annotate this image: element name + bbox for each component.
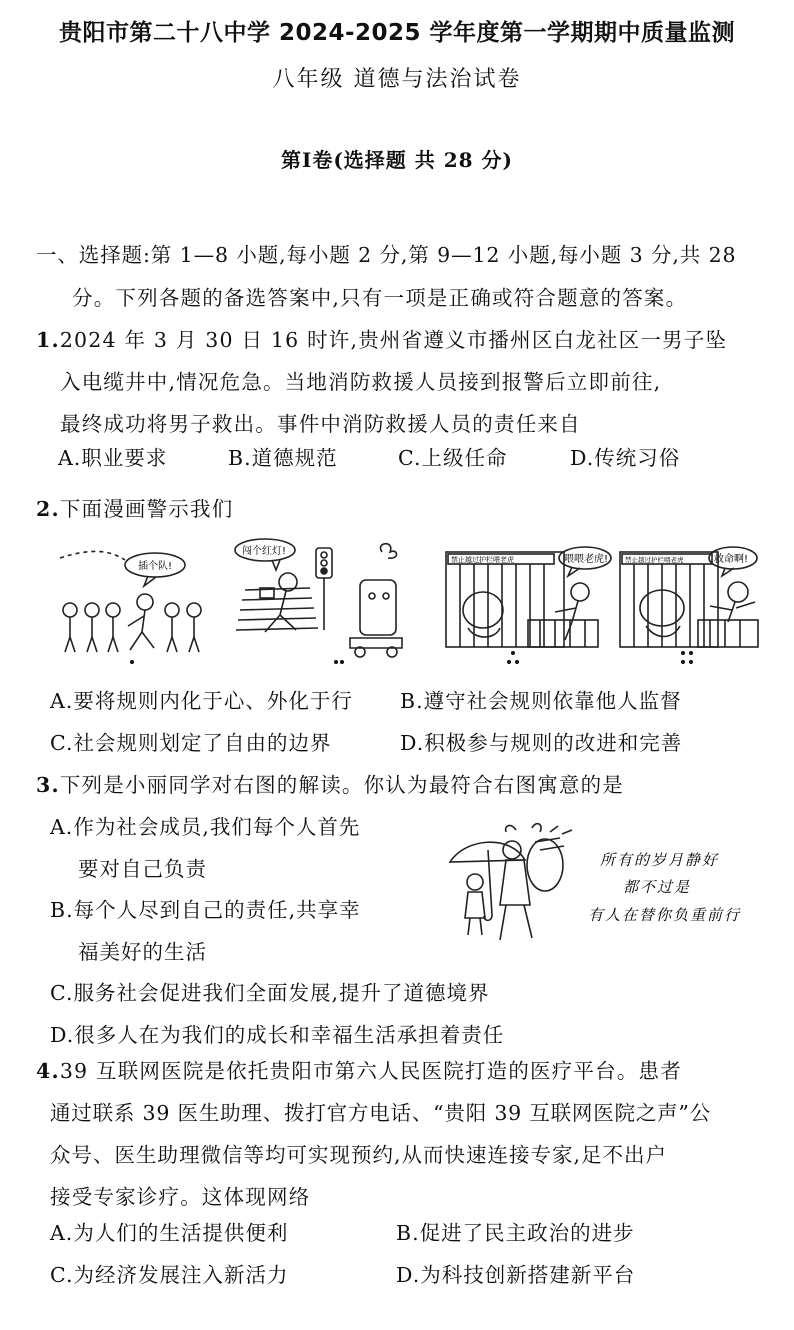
question-4-line-1: 39 互联网医院是依托贵阳市第六人民医院打造的医疗平台。患者 — [59, 1059, 682, 1083]
q4-option-b[interactable]: B.促进了民主政治的进步 — [396, 1221, 635, 1245]
q2-option-b[interactable]: B.遵守社会规则依靠他人监督 — [400, 689, 682, 713]
question-1 — [36, 323, 727, 353]
q1-option-a[interactable]: A.职业要求 — [58, 446, 168, 470]
q3-option-c[interactable]: C.服务社会促进我们全面发展,提升了道德境界 — [50, 981, 490, 1005]
question-number: 3. — [36, 773, 60, 797]
q1-option-c[interactable]: C.上级任命 — [398, 446, 508, 470]
question-4-line-3: 众号、医生助理微信等均可实现预约,从而快速连接专家,足不出户 — [50, 1143, 668, 1167]
q3-option-b[interactable]: B.每个人尽到自己的责任,共享幸 — [50, 898, 361, 922]
q3-illustration — [440, 820, 780, 955]
q2-option-a[interactable]: A.要将规则内化于心、外化于行 — [50, 689, 353, 713]
q3-option-a[interactable]: A.作为社会成员,我们每个人首先 — [50, 815, 361, 839]
question-4-line-2: 通过联系 39 医生助理、拨打官方电话、“贵阳 39 互联网医院之声”公 — [50, 1101, 711, 1125]
question-2-stem: 下面漫画警示我们 — [59, 497, 234, 521]
exam-subtitle: 八年级 道德与法治试卷 — [272, 67, 522, 92]
q2-option-d[interactable]: D.积极参与规则的改进和完善 — [400, 731, 683, 755]
panel-3-sign: 禁止越过护栏喂老虎 — [451, 556, 514, 564]
question-1-line-1: 2024 年 3 月 30 日 16 时许,贵州省遵义市播州区白龙社区一男子坠 — [59, 328, 728, 352]
q3-image-line-3: 有人在替你负重前行 — [588, 906, 742, 924]
section-heading: 第Ⅰ卷(选择题 共 28 分) — [280, 148, 513, 172]
question-number: 1. — [36, 328, 60, 352]
q3-image-line-1: 所有的岁月静好 — [600, 851, 720, 869]
question-3 — [36, 768, 624, 798]
q4-option-c[interactable]: C.为经济发展注入新活力 — [50, 1263, 289, 1287]
q4-option-d[interactable]: D.为科技创新搭建新平台 — [396, 1263, 636, 1287]
q1-option-d[interactable]: D.传统习俗 — [570, 446, 681, 470]
instructions-line-2: 分。下列各题的备选答案中,只有一项是正确或符合题意的答案。 — [72, 286, 688, 310]
q1-option-b[interactable]: B.道德规范 — [228, 446, 338, 470]
q4-option-a[interactable]: A.为人们的生活提供便利 — [50, 1221, 289, 1245]
question-1-line-3: 最终成功将男子救出。事件中消防救援人员的责任来自 — [60, 412, 581, 436]
q2-option-c[interactable]: C.社会规则划定了自由的边界 — [50, 731, 332, 755]
q3-option-a-cont: 要对自己负责 — [78, 857, 207, 881]
question-4-line-4: 接受专家诊疗。这体现网络 — [50, 1185, 311, 1209]
q3-image-line-2: 都不过是 — [623, 878, 692, 896]
instructions-line-1: 一、选择题:第 1—8 小题,每小题 2 分,第 9—12 小题,每小题 3 分,共 28 — [36, 243, 737, 267]
question-number: 2. — [36, 497, 60, 521]
comic-strip — [50, 540, 770, 665]
panel-4-sign: 禁止越过护栏喂老虎 — [625, 556, 684, 564]
question-number: 4. — [36, 1059, 60, 1083]
panel-4-bubble: 救命啊! — [714, 554, 749, 565]
question-2 — [36, 492, 233, 522]
panel-2-bubble: 闯个红灯! — [242, 546, 287, 557]
q3-option-b-cont: 福美好的生活 — [78, 940, 207, 964]
panel-1-bubble: 插个队! — [138, 561, 173, 572]
question-1-line-2: 入电缆井中,情况危急。当地消防救援人员接到报警后立即前往, — [60, 370, 662, 394]
exam-title: 贵阳市第二十八中学 2024-2025 学年度第一学期期中质量监测 — [58, 20, 736, 46]
question-3-stem: 下列是小丽同学对右图的解读。你认为最符合右图寓意的是 — [59, 773, 625, 797]
panel-3-bubble: 喂喂老虎! — [564, 554, 609, 565]
question-4 — [36, 1054, 682, 1084]
q3-option-d[interactable]: D.很多人在为我们的成长和幸福生活承担着责任 — [50, 1023, 505, 1047]
